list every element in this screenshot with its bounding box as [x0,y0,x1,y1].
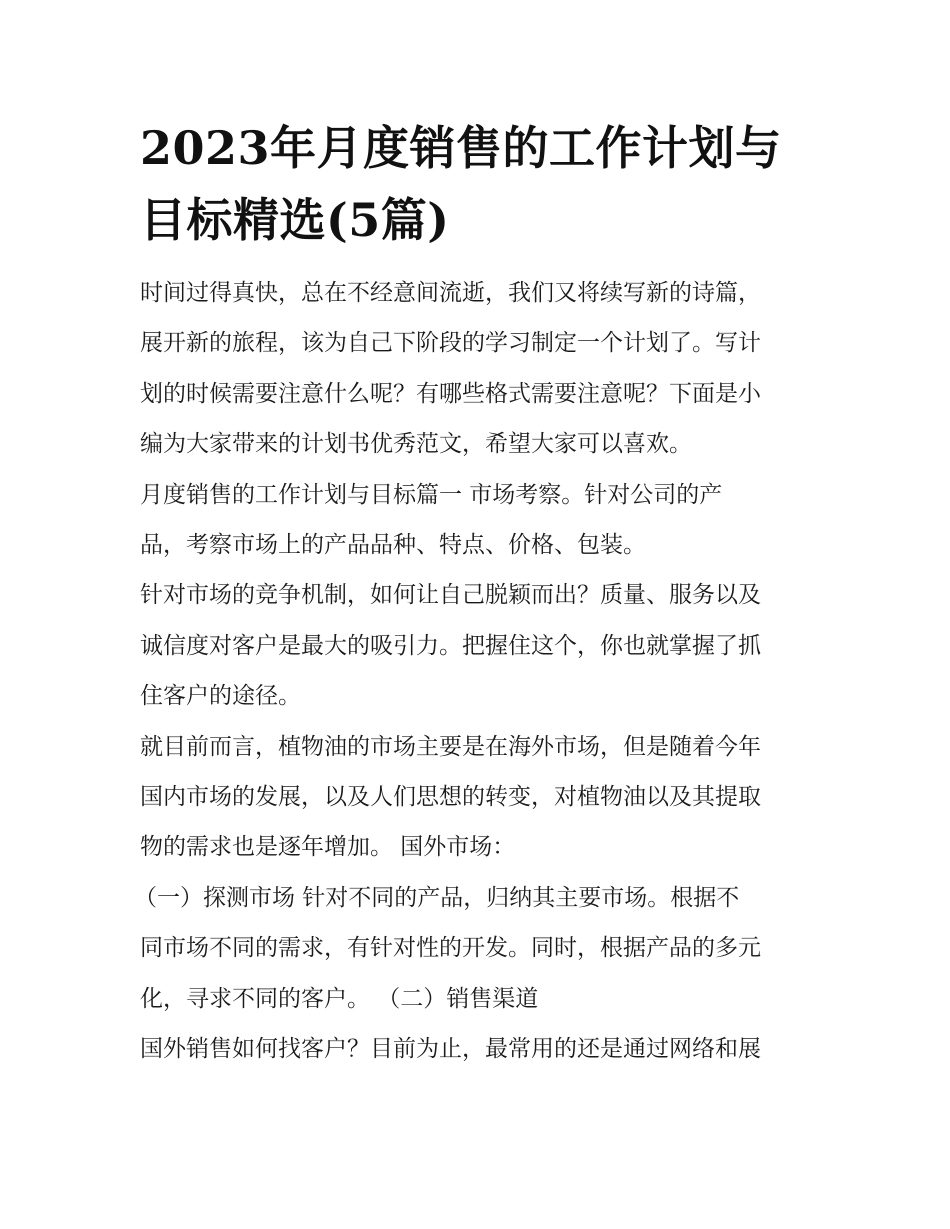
document-page [134,112,812,1075]
text-line: 品，考察市场上的产品品种、特点、价格、包装。 [140,532,646,559]
text-line: 国外销售如何找客户？目前为止，最常用的还是通过网络和展 [140,1036,761,1063]
text-line: 编为大家带来的计划书优秀范文，希望大家可以喜欢。 [140,431,692,458]
text-line: 国内市场的发展，以及人们思想的转变，对植物油以及其提取 [140,784,761,811]
text-line: 住客户的途径。 [140,683,301,710]
text-line: 展开新的旅程，该为自己下阶段的学习制定一个计划了。写计 [140,330,761,357]
text-line: 同市场不同的需求，有针对性的开发。同时，根据产品的多元 [140,935,761,962]
title-line-1: 2023年月度销售的工作计划与 [140,121,782,175]
text-line: 针对市场的竞争机制，如何让自己脱颖而出？质量、服务以及 [140,582,761,609]
text-line: 物的需求也是逐年增加。 国外市场： [140,834,516,861]
text-line: （一）探测市场 针对不同的产品，归纳其主要市场。根据不 [134,884,740,911]
text-line: 月度销售的工作计划与目标篇一 市场考察。针对公司的产 [140,481,723,508]
title-line-2: 目标精选(5篇) [140,193,450,247]
document-title [140,112,812,256]
text-line: 化，寻求不同的客户。 （二）销售渠道 [140,985,539,1012]
text-line: 时间过得真快，总在不经意间流逝，我们又将续写新的诗篇， [140,280,761,306]
document-body [134,268,812,1075]
text-line: 诚信度对客户是最大的吸引力。把握住这个，你也就掌握了抓 [140,632,761,659]
text-line: 就目前而言，植物油的市场主要是在海外市场，但是随着今年 [140,733,761,760]
text-line: 划的时候需要注意什么呢？有哪些格式需要注意呢？下面是小 [140,380,761,407]
